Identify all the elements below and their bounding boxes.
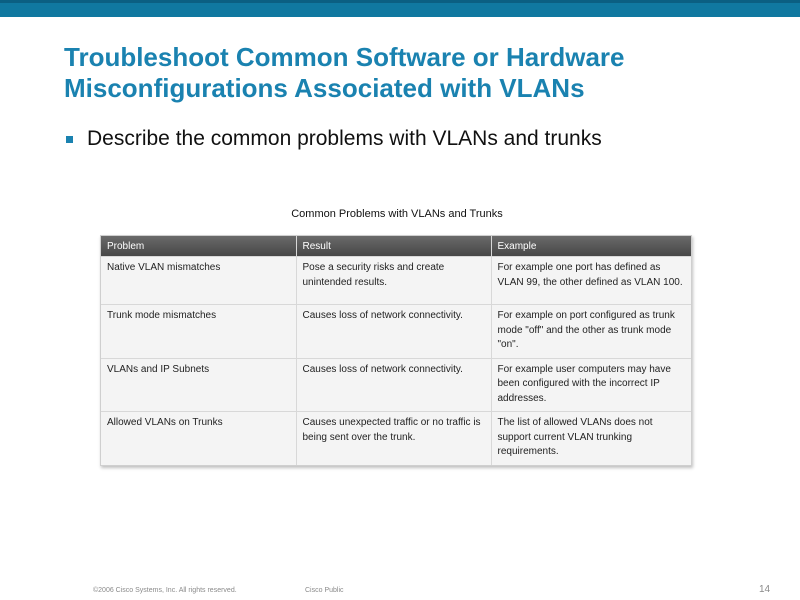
table-row [101, 412, 691, 465]
cell-problem: Native VLAN mismatches [101, 257, 296, 305]
table-header-row [101, 236, 691, 257]
page-number: 14 [759, 584, 771, 595]
cell-example: For example one port has defined as VLAN 99, the other defined as VLAN 100. [491, 257, 691, 305]
table-row [101, 257, 691, 305]
footer-classification: Cisco Public [305, 587, 344, 594]
cell-problem: VLANs and IP Subnets [101, 358, 296, 412]
slide-title-line-1: Troubleshoot Common Software or Hardware [64, 42, 625, 72]
cell-example: For example on port configured as trunk mode "off" and the other as trunk mode "on". [491, 305, 691, 359]
bullet-text: Describe the common problems with VLANs and trunks [87, 127, 602, 150]
cell-example: The list of allowed VLANs does not support current VLAN trunking requirements. [491, 412, 691, 465]
cell-result: Causes loss of network connectivity. [296, 358, 491, 412]
header-problem: Problem [101, 236, 296, 257]
problems-table-container [100, 235, 692, 466]
cell-result: Causes loss of network connectivity. [296, 305, 491, 359]
top-banner [0, 0, 800, 17]
slide-title [64, 42, 784, 104]
cell-problem: Allowed VLANs on Trunks [101, 412, 296, 465]
table-row [101, 305, 691, 359]
table-caption: Common Problems with VLANs and Trunks [291, 208, 503, 220]
bullet-item [64, 127, 764, 151]
header-example: Example [491, 236, 691, 257]
header-result: Result [296, 236, 491, 257]
top-banner-accent [0, 0, 800, 3]
cell-problem: Trunk mode mismatches [101, 305, 296, 359]
cell-result: Causes unexpected traffic or no traffic is being sent over the trunk. [296, 412, 491, 465]
problems-table [101, 236, 691, 465]
bullet-square-icon [66, 136, 73, 143]
table-row [101, 358, 691, 412]
slide-title-line-2: Misconfigurations Associated with VLANs [64, 73, 585, 103]
cell-example: For example user computers may have been configured with the incorrect IP addresses. [491, 358, 691, 412]
cell-result: Pose a security risks and create unintended results. [296, 257, 491, 305]
footer-copyright: ©2006 Cisco Systems, Inc. All rights reserved. [93, 587, 237, 594]
